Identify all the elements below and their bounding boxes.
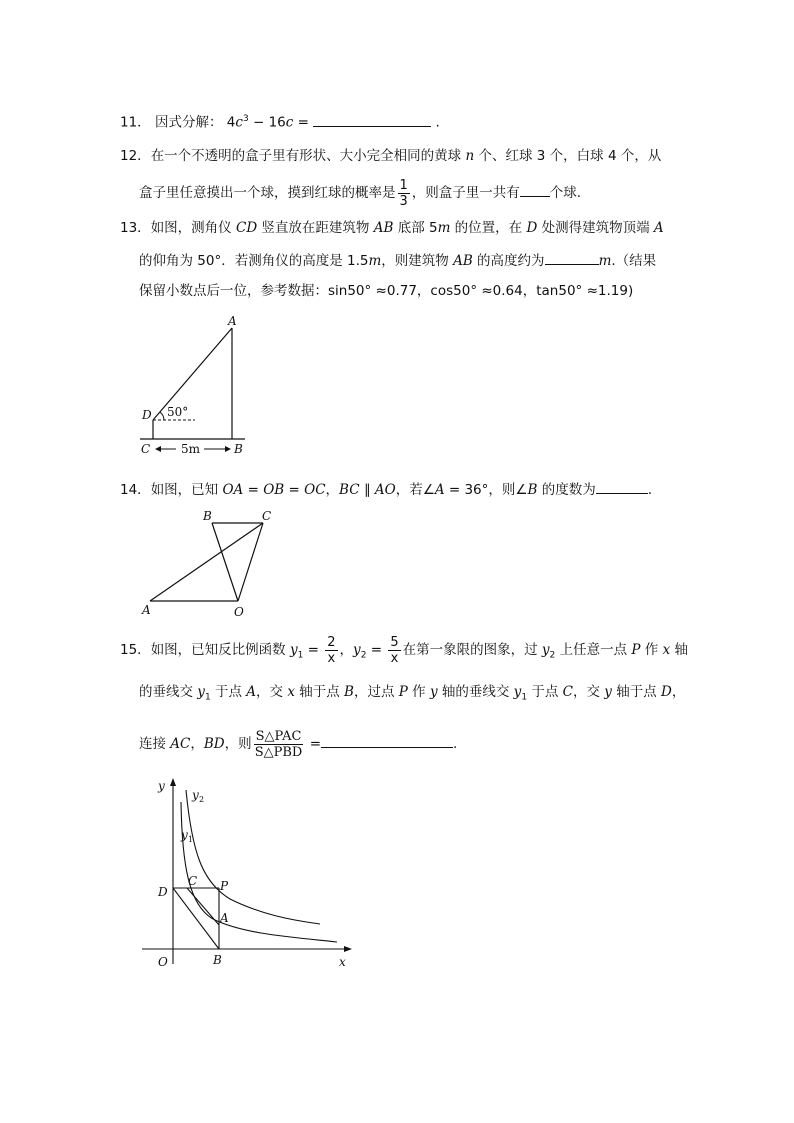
subscript: 1 <box>204 692 211 703</box>
question-12-line-2 <box>139 177 581 209</box>
question-text: .（结果 <box>611 253 657 269</box>
arrow-right-icon <box>225 446 231 452</box>
label-a: A <box>142 603 151 617</box>
question-15-line-3 <box>139 726 457 762</box>
question-text: 处测得建筑物顶端 <box>537 220 654 236</box>
answer-blank[interactable] <box>321 734 453 748</box>
subscript: 1 <box>521 692 528 703</box>
angle-arc <box>160 412 164 420</box>
question-text: ，则建筑物 <box>381 253 454 269</box>
sight-line <box>153 328 232 420</box>
label-c: C <box>262 509 272 523</box>
label-a: A <box>228 314 237 328</box>
var: AC <box>170 736 191 752</box>
fraction-denominator: S△PBD <box>254 744 303 760</box>
label-d: D <box>142 408 152 422</box>
question-text: 如图，已知反比例函数 <box>150 642 290 658</box>
var: P <box>631 642 641 658</box>
question-15-line-2 <box>139 683 685 707</box>
segment-co <box>238 523 263 601</box>
figure-14 <box>140 508 280 623</box>
expr-var: c <box>285 114 294 131</box>
var: BD <box>203 736 225 752</box>
op: = <box>305 736 322 752</box>
label-curve-y1-sub: 1 <box>188 835 194 844</box>
var: x <box>662 642 671 658</box>
answer-blank[interactable] <box>545 251 599 265</box>
question-text: 的高度约为 <box>472 253 545 269</box>
subscript: 2 <box>549 650 556 661</box>
label-c: C <box>141 442 151 456</box>
question-number: 11． <box>120 114 151 131</box>
punct: . <box>647 482 653 498</box>
question-text: 连接 <box>139 736 171 752</box>
label-a: A <box>220 911 229 925</box>
fraction-numerator: S△PAC <box>255 728 302 744</box>
segment-bo <box>212 523 238 601</box>
label-p: P <box>220 879 229 893</box>
figure-13 <box>130 310 260 460</box>
var: AB <box>453 253 473 269</box>
question-12-line-1 <box>120 147 661 165</box>
var: C <box>562 684 573 700</box>
label-b: B <box>234 442 243 456</box>
punct: ， <box>190 736 204 752</box>
question-text: ，过点 <box>353 684 399 700</box>
question-text: ，交 <box>256 684 288 700</box>
expr-var: c <box>235 114 243 131</box>
op: = <box>284 482 305 498</box>
var: AO <box>374 482 396 498</box>
y-axis-arrow-icon <box>170 778 176 786</box>
question-text: 轴于点 <box>294 684 345 700</box>
question-text: 在一个不透明的盒子里有形状、大小完全相同的黄球 <box>150 148 466 164</box>
fraction <box>398 178 410 209</box>
label-distance: 5m <box>181 442 201 456</box>
question-text: 于点 <box>527 684 563 700</box>
answer-blank[interactable] <box>596 480 648 494</box>
answer-blank[interactable] <box>520 183 550 197</box>
fraction-numerator: 1 <box>399 177 408 193</box>
area-ratio-fraction <box>254 729 304 760</box>
op: = <box>303 642 324 658</box>
question-text: 个、红球 3 个，白球 4 个，从 <box>474 148 662 164</box>
var: m <box>598 253 612 269</box>
fraction-numerator: 2 <box>327 634 336 650</box>
question-text: 如图，测角仪 <box>150 220 236 236</box>
question-text: 的垂线交 <box>139 684 198 700</box>
label-curve-y1: y <box>181 828 188 842</box>
var: y <box>197 684 205 700</box>
question-13-line-1 <box>120 219 664 237</box>
punct: ， <box>671 684 686 700</box>
var: y <box>541 642 550 658</box>
answer-blank[interactable] <box>313 113 431 127</box>
punct: . <box>453 736 458 752</box>
expr-exponent: 3 <box>242 114 249 124</box>
question-text: 作 <box>640 642 663 658</box>
question-number: 14． <box>120 482 151 498</box>
var: D <box>661 684 672 700</box>
label-c: C <box>188 874 198 888</box>
punct: . <box>435 114 440 131</box>
question-text: ，则盒子里一共有 <box>411 185 520 201</box>
var: y <box>289 642 298 658</box>
fraction-5-over-x <box>388 635 400 666</box>
var: A <box>653 220 664 236</box>
var: P <box>398 684 408 700</box>
segment-ac <box>187 888 219 925</box>
question-text: 竖直放在距建筑物 <box>257 220 374 236</box>
question-text: ，则 <box>224 736 252 752</box>
op: = <box>243 482 264 498</box>
question-number: 12． <box>120 148 151 164</box>
curve-y2 <box>186 790 320 924</box>
fraction-numerator: 5 <box>390 634 399 650</box>
var: y <box>353 642 361 658</box>
arrow-left-icon <box>155 446 161 452</box>
segment-ac <box>150 523 263 601</box>
question-text: 因式分解： <box>154 114 223 131</box>
question-text: 底部 5 <box>393 220 438 236</box>
var: AB <box>373 220 394 236</box>
question-text: 个球. <box>549 185 582 201</box>
op: = <box>366 642 387 658</box>
punct: ， <box>339 642 354 658</box>
expr-part: = <box>293 114 309 131</box>
fraction-denominator: x <box>390 650 399 666</box>
x-axis-arrow-icon <box>344 946 352 952</box>
var: BC <box>339 482 360 498</box>
var: x <box>287 684 295 700</box>
question-text: 保留小数点后一位，参考数据：sin50° ≈0.77，cos50° ≈0.64，tan50° ≈1.19) <box>139 283 634 299</box>
figure-15 <box>140 772 370 972</box>
question-13-line-2 <box>139 251 656 270</box>
question-text: 上任意一点 <box>555 642 632 658</box>
var: y <box>513 684 522 700</box>
question-15-line-1 <box>120 634 688 672</box>
label-curve-y2-sub: 2 <box>199 795 205 804</box>
expr-part: − 16 <box>248 114 286 131</box>
expr-part: 4 <box>226 114 236 131</box>
var: OA <box>222 482 244 498</box>
question-text: 如图，已知 <box>150 482 223 498</box>
var: D <box>526 220 538 236</box>
label-b: B <box>213 953 222 967</box>
subscript: 2 <box>360 650 367 661</box>
var: A <box>246 684 257 700</box>
question-number: 13． <box>120 220 151 236</box>
question-text: ，交 <box>572 684 605 700</box>
question-14 <box>120 480 652 499</box>
fraction-denominator: 3 <box>399 193 408 209</box>
var: OB <box>263 482 285 498</box>
question-text: 的度数为 <box>537 482 596 498</box>
label-origin: O <box>158 955 168 969</box>
label-b: B <box>203 509 212 523</box>
question-text: 作 <box>407 684 430 700</box>
question-number: 15． <box>120 642 151 658</box>
var: m <box>368 253 382 269</box>
fraction-2-over-x <box>325 635 337 666</box>
question-text: 的位置，在 <box>450 220 527 236</box>
question-text: 轴于点 <box>611 684 662 700</box>
label-y-axis: y <box>158 779 165 793</box>
op: ∥ <box>359 482 375 498</box>
punct: ， <box>325 482 340 498</box>
var: A <box>434 482 445 498</box>
var: B <box>527 482 538 498</box>
question-13-line-3 <box>139 282 633 300</box>
question-text: ，若∠ <box>395 482 435 498</box>
subscript: 1 <box>297 650 304 661</box>
question-text: = 36°，则∠ <box>444 482 528 498</box>
label-angle: 50° <box>167 405 189 419</box>
question-11 <box>120 110 440 132</box>
question-text: 的仰角为 50°．若测角仪的高度是 1.5 <box>139 253 369 269</box>
fraction-denominator: x <box>327 650 336 666</box>
question-text: 于点 <box>210 684 247 700</box>
label-d: D <box>158 885 168 899</box>
var: n <box>465 148 475 164</box>
question-text: 轴的垂线交 <box>437 684 514 700</box>
question-text: 盒子里任意摸出一个球，摸到红球的概率是 <box>139 185 396 201</box>
var: m <box>437 220 451 236</box>
var: y <box>604 684 612 700</box>
var: y <box>429 684 438 700</box>
label-curve-y2: y <box>192 788 199 802</box>
var: B <box>344 684 354 700</box>
question-text: 轴 <box>670 642 688 658</box>
label-o: O <box>234 605 244 619</box>
var: OC <box>304 482 326 498</box>
question-text: 在第一象限的图象，过 <box>402 642 542 658</box>
var: CD <box>235 220 258 236</box>
label-x-axis: x <box>339 955 346 969</box>
